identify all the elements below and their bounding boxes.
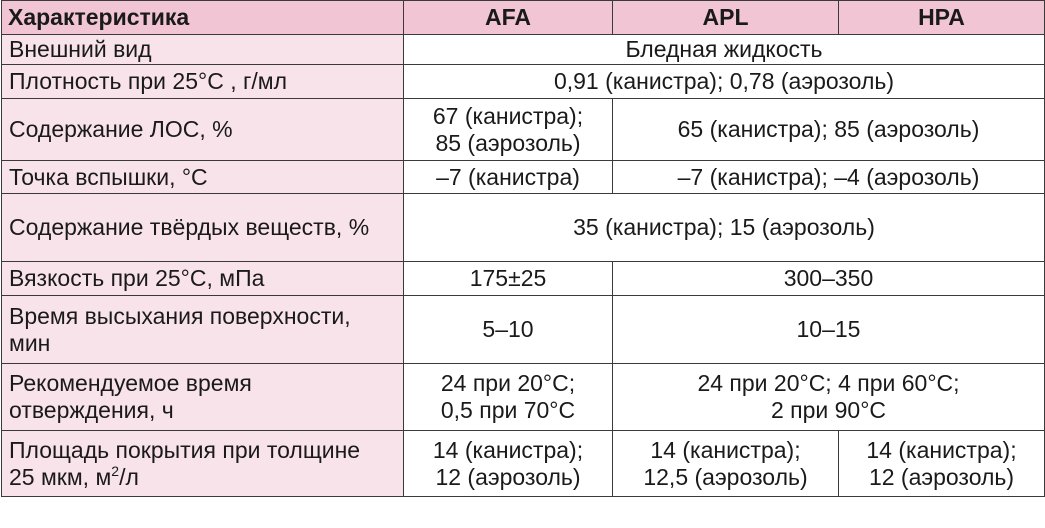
label-line: отверждения, ч [9,397,174,423]
value-afa [404,99,613,161]
row-coverage [2,431,1045,497]
value-line: 85 (аэрозоль) [435,129,581,156]
header-characteristic: Характеристика [2,1,404,35]
value-afa: 175±25 [404,262,613,296]
label-line: Площадь покрытия при толщине [9,436,361,463]
value-apl [613,431,839,497]
value-afa [404,431,613,497]
value-apl-hpa: 300–350 [613,262,1045,296]
row-appearance [2,35,1045,65]
value-line: 2 при 90°С [770,397,887,423]
label-text: 25 мкм, м [9,463,112,490]
row-viscosity [2,262,1045,296]
value-apl-hpa: –7 (канистра); –4 (аэрозоль) [613,161,1045,194]
row-flash-point [2,161,1045,194]
value-all: 0,91 (канистра); 0,78 (аэрозоль) [404,65,1045,99]
row-label: Содержание твёрдых веществ, % [2,194,404,262]
value-line: 67 (канистра); [432,102,584,129]
row-label: Вязкость при 25°С, мПа [2,262,404,296]
value-apl-hpa: 65 (канистра); 85 (аэрозоль) [613,99,1045,161]
label-line: Время высыхания поверхности, [9,302,351,329]
value-all: 35 (канистра); 15 (аэрозоль) [404,194,1045,262]
value-apl-hpa: 10–15 [613,296,1045,364]
row-label [2,431,404,497]
row-label [2,364,404,431]
value-apl-hpa [613,364,1045,431]
value-all: Бледная жидкость [404,35,1045,65]
value-afa [404,364,613,431]
row-label: Внешний вид [2,35,404,65]
row-surface-dry [2,296,1045,364]
label-line [9,464,397,491]
row-label [2,296,404,364]
header-hpa: HPA [839,1,1045,35]
row-density [2,65,1045,99]
value-line: 12,5 (аэрозоль) [643,463,808,490]
label-line: Рекомендуемое время [9,370,252,396]
properties-table [1,0,1045,497]
value-line: 0,5 при 70°С [440,397,576,423]
label-text: /л [119,463,139,490]
value-line: 24 при 20°С; 4 при 60°С; [697,370,960,396]
value-afa: 5–10 [404,296,613,364]
row-voc [2,99,1045,161]
header-afa: AFA [404,1,613,35]
row-label: Плотность при 25°С , г/мл [2,65,404,99]
row-solids [2,194,1045,262]
superscript: 2 [111,462,120,479]
value-line: 14 (канистра); [866,436,1017,463]
row-cure-time [2,364,1045,431]
row-label: Точка вспышки, °С [2,161,404,194]
value-line: 14 (канистра); [432,436,584,463]
header-row [2,1,1045,35]
label-line: мин [9,329,51,356]
row-label: Содержание ЛОС, % [2,99,404,161]
value-line: 14 (канистра); [650,436,801,463]
value-afa: –7 (канистра) [404,161,613,194]
value-hpa [839,431,1045,497]
value-line: 12 (аэрозоль) [435,463,581,490]
header-apl: APL [613,1,839,35]
value-line: 24 при 20°С; [440,370,576,396]
value-line: 12 (аэрозоль) [868,463,1015,490]
